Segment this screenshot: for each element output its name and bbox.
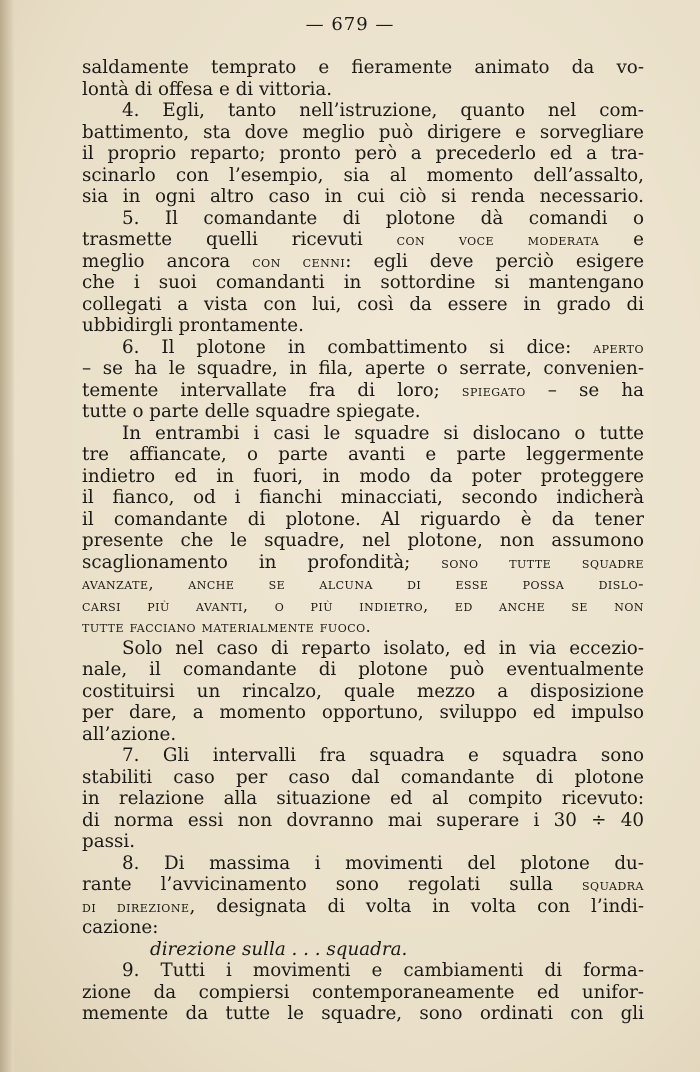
- text-segment: temente intervallate fra di loro;: [82, 379, 462, 401]
- text-line: [82, 401, 644, 423]
- text-line: [82, 595, 644, 617]
- text-segment: stabiliti caso per caso dal comandante di plotone: [82, 766, 644, 788]
- text-segment: rante l’avvicinamento sono regolati sulla: [82, 874, 583, 895]
- text-segment: indietro ed in fuori, in modo da poter proteggere: [82, 465, 644, 487]
- text-line: [82, 896, 644, 918]
- text-segment: collegati a vista con lui, così da essere in grado di: [82, 293, 644, 315]
- small-caps-text: avanzate, anche se alcuna di esse possa dislo-: [82, 574, 644, 593]
- text-segment: costituirsi un rincalzo, quale mezzo a disposizione: [82, 680, 644, 702]
- text-line: [82, 659, 644, 681]
- text-segment: passi.: [82, 831, 136, 852]
- text-line: [82, 960, 644, 982]
- text-line: [82, 122, 644, 144]
- text-segment: battimento, sta dove meglio può dirigere e sorvegliare: [82, 121, 644, 143]
- small-caps-text: carsi più avanti, o più indietro, ed anche se non: [82, 595, 644, 615]
- text-line: [82, 315, 644, 337]
- text-segment: 4. Egli, tanto nell’istruzione, quanto nel com-: [122, 100, 644, 121]
- page-gutter-shadow: [0, 0, 14, 1072]
- small-caps-text: con voce moderata: [396, 230, 600, 249]
- text-segment: , designata di volta in volta con l’indi-: [189, 895, 645, 917]
- text-line: [82, 573, 644, 595]
- text-line: [82, 745, 644, 767]
- small-caps-text: sono tutte squadre: [441, 552, 644, 572]
- small-caps-text: di direzione: [82, 896, 190, 916]
- small-caps-text: aperto: [593, 337, 644, 357]
- text-segment: ubbidirgli prontamente.: [82, 315, 304, 336]
- text-segment: il proprio reparto; pronto però a precederlo ed a tra-: [82, 143, 644, 164]
- text-segment: meglio ancora: [82, 250, 253, 272]
- text-segment: In entrambi i casi le squadre si dislocano o tutte: [122, 422, 644, 444]
- text-line: [82, 79, 644, 101]
- text-line: [82, 294, 644, 316]
- text-line: [82, 380, 644, 402]
- small-caps-text: con cenni: [252, 251, 346, 271]
- text-line: [82, 509, 644, 531]
- text-line: [82, 831, 644, 853]
- text-line: [82, 788, 644, 810]
- text-line: [82, 100, 644, 122]
- small-caps-text: squadra: [582, 875, 644, 894]
- text-line: [82, 358, 644, 380]
- text-segment: cazione:: [82, 917, 159, 938]
- text-segment: per dare, a momento opportuno, sviluppo ed impulso: [82, 702, 644, 723]
- text-line: [82, 982, 644, 1004]
- text-segment: 6. Il plotone in combattimento si dice:: [122, 336, 594, 358]
- text-line: [82, 724, 644, 746]
- text-segment: trasmette quelli ricevuti: [82, 229, 397, 250]
- small-caps-text: tutte facciano materialmente fuoco.: [82, 617, 372, 636]
- text-segment: il fianco, od i fianchi minacciati, secondo indicherà: [82, 487, 644, 508]
- page-number: — 679 —: [305, 14, 395, 35]
- text-segment: zione da compiersi contemporaneamente ed unifor-: [82, 981, 644, 1003]
- text-segment: lontà di offesa e di vittoria.: [82, 78, 333, 100]
- text-line: [82, 552, 644, 574]
- text-segment: sia in ogni altro caso in cui ciò si renda necessario.: [82, 186, 644, 207]
- text-line: [82, 874, 644, 896]
- text-line: [82, 165, 644, 187]
- text-segment: che i suoi comandanti in sottordine si mantengano: [82, 272, 644, 293]
- text-line: [82, 530, 644, 552]
- text-line: [82, 917, 644, 939]
- text-line: [82, 466, 644, 488]
- text-segment: nale, il comandante di plotone può eventualmente: [82, 659, 644, 680]
- text-line: [82, 208, 644, 230]
- text-segment: tre affiancate, o parte avanti e parte leggermente: [82, 444, 644, 465]
- text-line: [82, 487, 644, 509]
- text-line: [82, 767, 644, 789]
- text-segment: scaglionamento in profondità;: [82, 551, 442, 573]
- text-segment: – se ha: [525, 379, 644, 401]
- text-line: [82, 57, 644, 79]
- text-segment: e: [599, 229, 644, 250]
- text-line: [82, 337, 644, 359]
- text-segment: Solo nel caso di reparto isolato, ed in via eccezio-: [122, 637, 644, 659]
- text-segment: – se ha le squadre, in fila, aperte o serrate, convenien-: [82, 358, 644, 379]
- text-segment: all’azione.: [82, 723, 177, 745]
- text-segment: memente da tutte le squadre, sono ordinati con gli: [82, 1003, 644, 1024]
- text-line: [82, 272, 644, 294]
- text-line: [82, 229, 644, 251]
- text-segment: in relazione alla situazione ed al compito ricevuto:: [82, 788, 644, 809]
- text-segment: 8. Di massima i movimenti del plotone du-: [122, 852, 644, 874]
- text-line: [82, 444, 644, 466]
- text-segment: saldamente temprato e fieramente animato da vo-: [82, 57, 644, 78]
- text-segment: direzione sulla . . . squadra.: [150, 938, 408, 960]
- text-segment: 7. Gli intervalli fra squadra e squadra sono: [122, 745, 644, 766]
- text-line: [82, 810, 644, 832]
- text-line: [82, 853, 644, 875]
- text-segment: il comandante di plotone. Al riguardo è da tener: [82, 508, 644, 530]
- text-line: [82, 143, 644, 165]
- text-segment: presente che le squadre, nel plotone, non assumono: [82, 530, 644, 551]
- text-segment: 9. Tutti i movimenti e cambiamenti di forma-: [122, 960, 644, 981]
- text-line: [82, 681, 644, 703]
- text-segment: scinarlo con l’esempio, sia al momento dell’assalto,: [82, 164, 644, 186]
- text-segment: tutte o parte delle squadre spiegate.: [82, 401, 421, 422]
- small-caps-text: spiegato: [461, 380, 526, 400]
- text-line: [82, 638, 644, 660]
- text-line: [82, 939, 644, 961]
- text-line: [82, 702, 644, 724]
- text-segment: di norma essi non dovranno mai superare i 30 ÷ 40: [82, 809, 644, 831]
- text-line: [82, 251, 644, 273]
- body-text: [82, 57, 644, 1025]
- text-line: [82, 423, 644, 445]
- text-line: [82, 1003, 644, 1025]
- text-segment: 5. Il comandante di plotone dà comandi o: [122, 207, 644, 229]
- text-line: [82, 186, 644, 208]
- text-segment: : egli deve perciò esigere: [345, 250, 645, 272]
- text-line: [82, 616, 644, 638]
